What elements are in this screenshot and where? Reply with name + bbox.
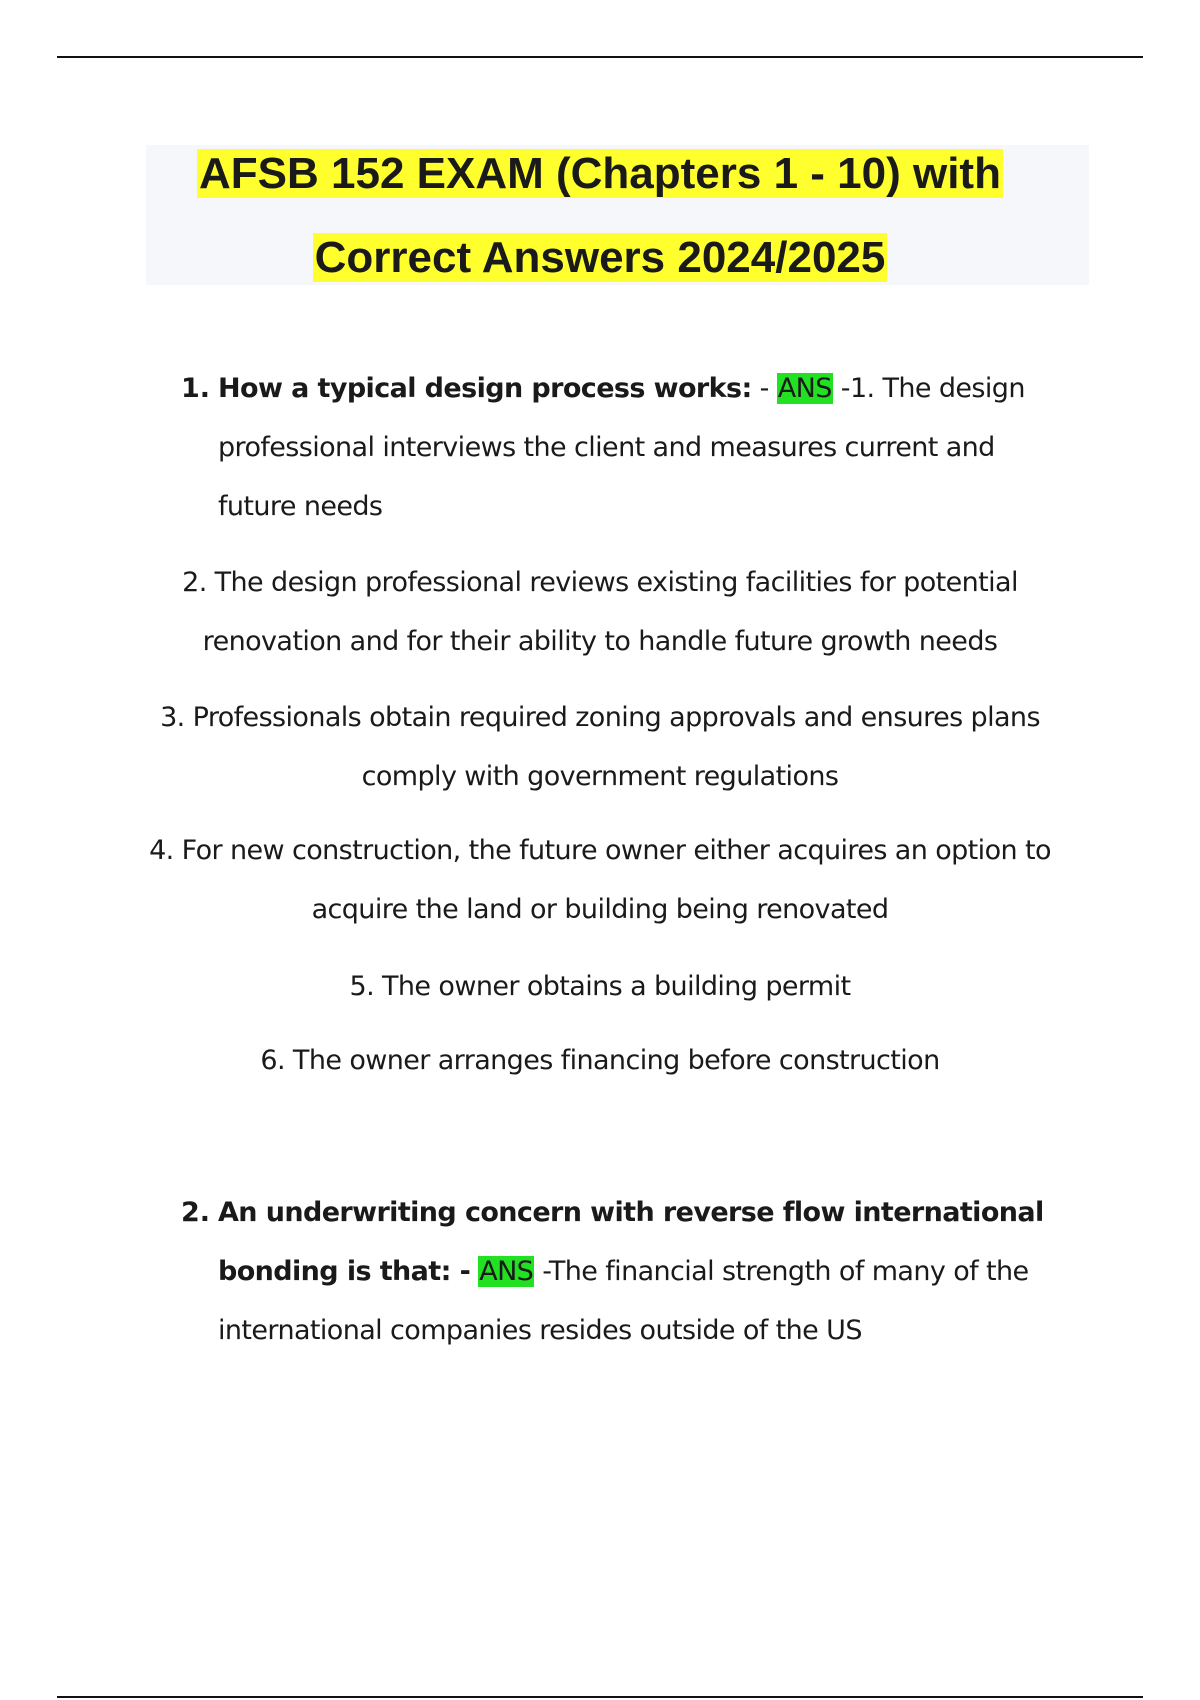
- document-title-line-1: [0, 150, 1200, 198]
- step-5-line: 5. The owner obtains a building permit: [349, 971, 851, 1002]
- question-1-answer-line-3: future needs: [218, 491, 383, 522]
- step-6-line: 6. The owner arranges financing before construction: [260, 1045, 940, 1076]
- document-title-line-2: [0, 234, 1200, 282]
- question-1-line-1: [218, 372, 1025, 406]
- question-2-ans-label: ANS: [479, 1256, 534, 1287]
- question-1-text: How a typical design process works:: [218, 373, 752, 404]
- question-2-line-2: [218, 1255, 1029, 1289]
- question-2-line-1: An underwriting concern with reverse flow international: [218, 1197, 1044, 1228]
- question-2-answer-line-1: -The financial strength of many of the: [534, 1256, 1029, 1287]
- title-highlight-1: AFSB 152 EXAM (Chapters 1 - 10) with: [199, 149, 1001, 198]
- question-2-number: 2.: [181, 1197, 211, 1228]
- step-4-line-1: 4. For new construction, the future owner either acquires an option to: [149, 835, 1051, 866]
- question-1-ans-label: ANS: [777, 373, 832, 404]
- question-1-number: 1.: [181, 373, 211, 404]
- question-2-answer-line-2: international companies resides outside of the US: [218, 1315, 862, 1346]
- question-1-answer-line-1: -1. The design: [832, 373, 1025, 404]
- step-3-line-2: comply with government regulations: [361, 761, 839, 792]
- step-2-line-2: renovation and for their ability to handle future growth needs: [202, 626, 998, 657]
- question-1-separator: -: [751, 373, 777, 404]
- question-1-answer-line-2: professional interviews the client and measures current and: [218, 432, 995, 463]
- step-2-line-1: 2. The design professional reviews existing facilities for potential: [182, 567, 1018, 598]
- step-3-line-1: 3. Professionals obtain required zoning approvals and ensures plans: [160, 702, 1040, 733]
- top-rule: [57, 56, 1143, 58]
- title-highlight-2: Correct Answers 2024/2025: [314, 233, 886, 282]
- question-2-text-continued: bonding is that: -: [218, 1256, 471, 1287]
- step-4-line-2: acquire the land or building being renovated: [311, 894, 889, 925]
- bottom-rule: [57, 1696, 1143, 1698]
